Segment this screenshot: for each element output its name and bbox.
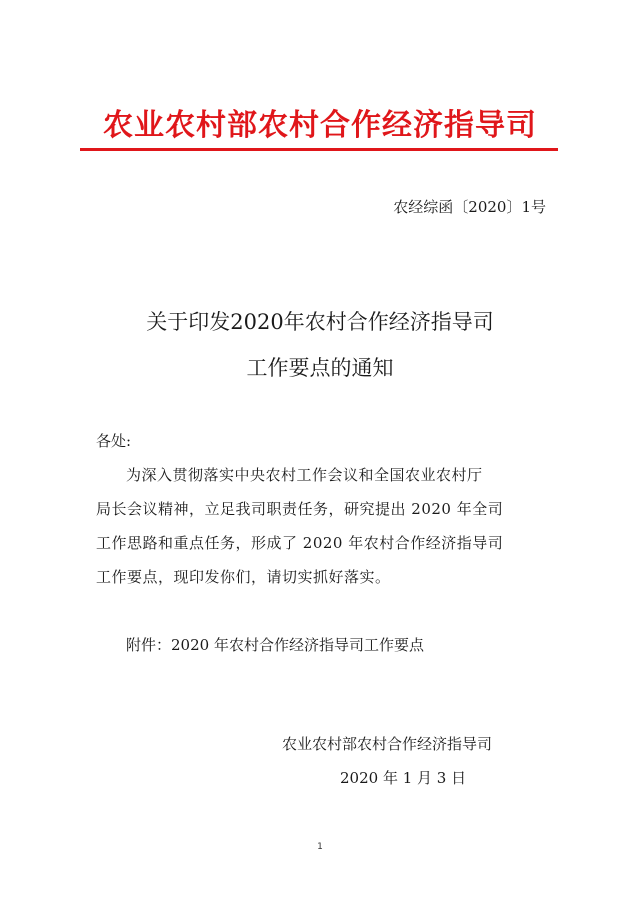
document-title-line-2: 工作要点的通知: [246, 356, 394, 380]
document-title-line-1: 关于印发2020年农村合作经济指导司: [146, 310, 494, 334]
document-number: 农经综函〔2020〕1号: [393, 198, 546, 216]
header-red-rule: [80, 148, 558, 151]
attachment-note: 附件：2020 年农村合作经济指导司工作要点: [126, 636, 424, 654]
page-number: 1: [317, 842, 323, 852]
body-text-line: 工作要点，现印发你们，请切实抓好落实。: [96, 568, 391, 586]
issuing-organization-header: 农业农村部农村合作经济指导司: [103, 108, 537, 143]
body-text-line: 工作思路和重点任务，形成了 2020 年农村合作经济指导司: [96, 534, 504, 552]
signature-date: 2020 年 1 月 3 日: [340, 769, 467, 787]
body-text-line: 为深入贯彻落实中央农村工作会议和全国农业农村厅: [126, 466, 483, 484]
signature-organization: 农业农村部农村合作经济指导司: [282, 735, 493, 753]
body-text-line: 局长会议精神，立足我司职责任务，研究提出 2020 年全司: [96, 500, 504, 518]
salutation: 各处:: [96, 432, 132, 450]
